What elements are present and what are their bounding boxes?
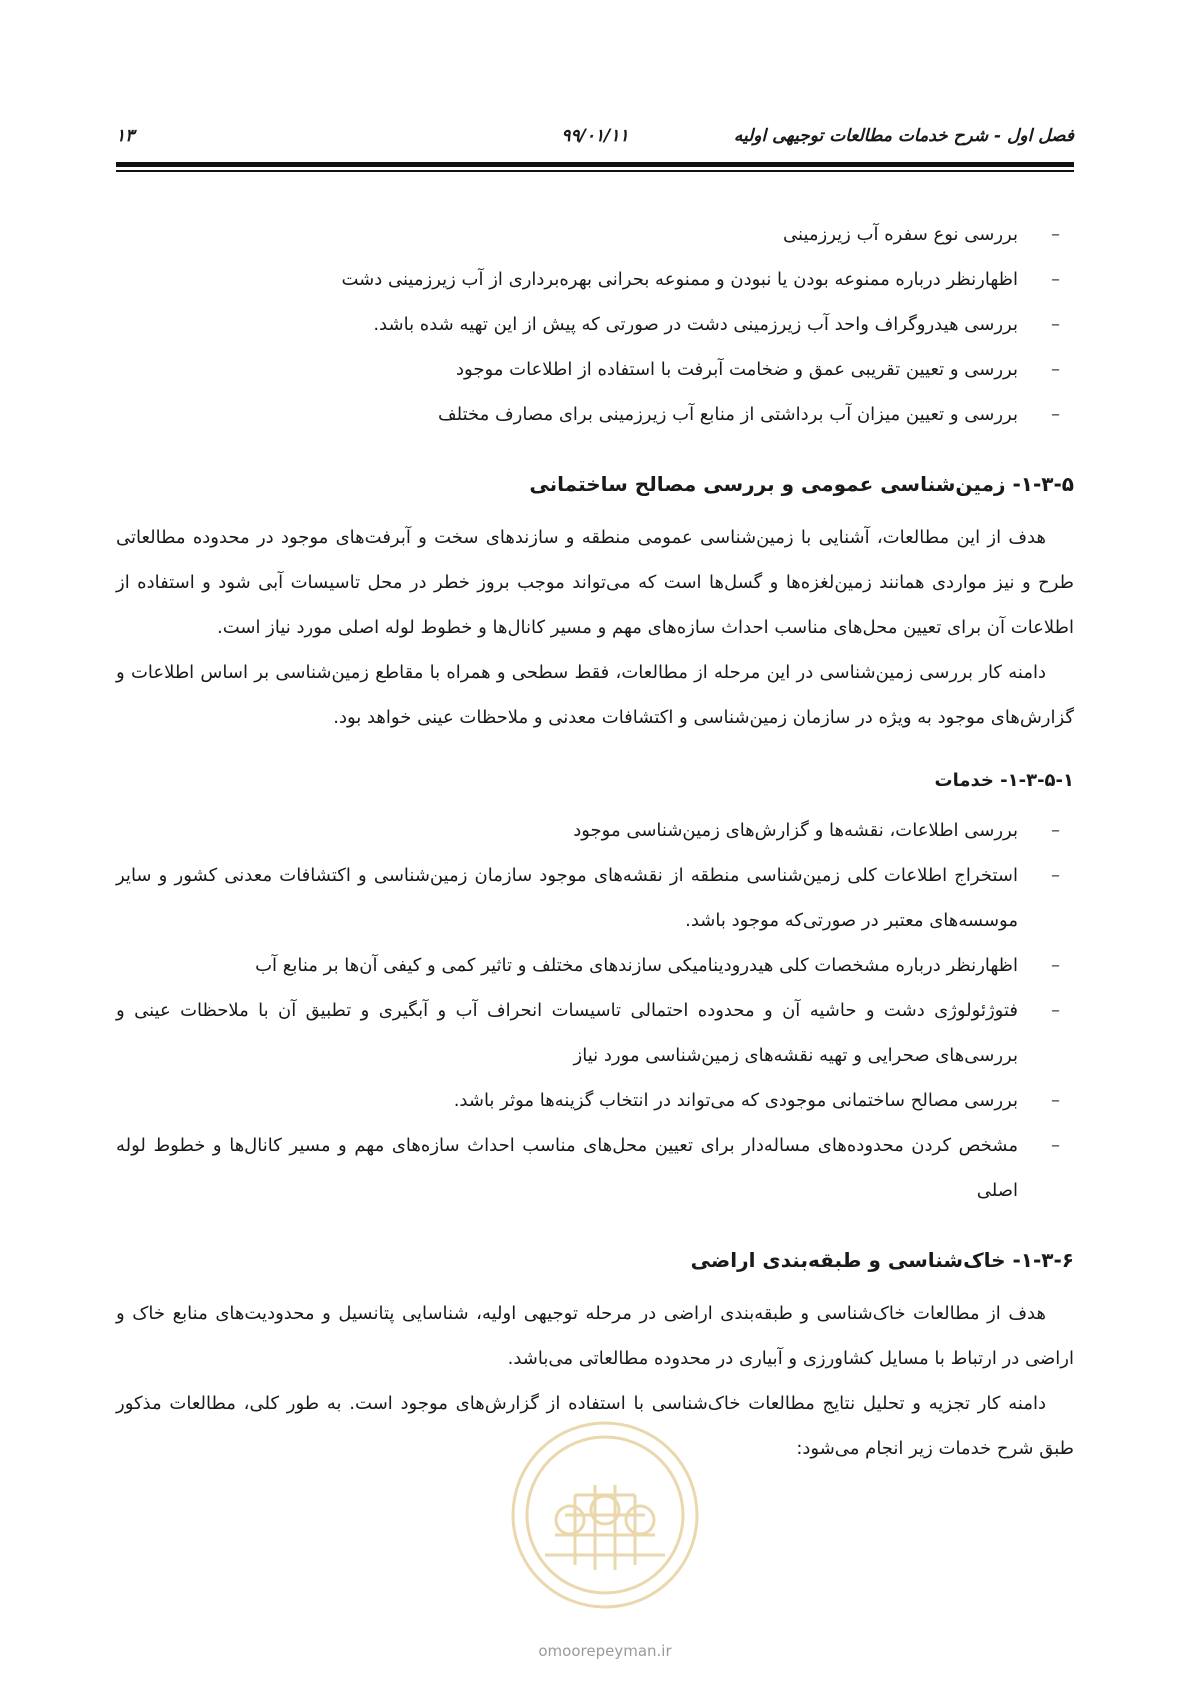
page-header <box>116 126 1074 152</box>
list-item-text: اظهارنظر درباره مشخصات کلی هیدرودینامیکی سازندهای مختلف و تاثیر کمی و کیفی آن‌ها بر منابع آب <box>255 955 1018 976</box>
header-rule-thin <box>116 170 1074 172</box>
list-item <box>116 1123 1074 1213</box>
paragraph: هدف از این مطالعات، آشنایی با زمین‌شناسی عمومی منطقه و سازندهای سخت و آبرفت‌های موجود در محدوده مطالعاتی طرح و نیز مواردی همانند زمین‌لغزه‌ها و گسل‌ها است که می‌تواند موجب بروز خطر در محل تاسیسات آبی شود و استفاده از اطلاعات آن برای تعیین محل‌های مناسب احداث سازه‌های مهم و مسیر کانال‌ها و خطوط لوله اصلی مورد نیاز است. <box>116 527 1074 638</box>
header-date: ۹۹/۰۱/۱۱ <box>561 126 629 146</box>
list-item-text: بررسی و تعیین تقریبی عمق و ضخامت آبرفت با استفاده از اطلاعات موجود <box>456 359 1018 380</box>
list-item-text: استخراج اطلاعات کلی زمین‌شناسی منطقه از نقشه‌های موجود سازمان زمین‌شناسی و اکتشافات معدنی کشور و سایر موسسه‌های معتبر در صورتی‌که موجود باشد. <box>116 865 1018 931</box>
list-item-text: مشخص کردن محدوده‌های مساله‌دار برای تعیین محل‌های مناسب احداث سازه‌های مهم و مسیر کانال‌ها و خطوط لوله اصلی <box>116 1135 1018 1201</box>
page-number: ۱۳ <box>116 126 135 146</box>
paragraph: هدف از مطالعات خاک‌شناسی و طبقه‌بندی اراضی در مرحله توجیهی اولیه، شناسایی پتانسیل و محدودیت‌های منابع خاک و اراضی در ارتباط با مسایل کشاورزی و آبیاری در محدوده مطالعاتی می‌باشد. <box>116 1303 1074 1369</box>
dash-icon: – <box>1051 1090 1060 1111</box>
list-item <box>116 302 1074 347</box>
groundwater-list <box>116 212 1074 437</box>
watermark-seal-icon <box>505 1415 705 1615</box>
section-heading-soil: ۱-۳-۶- خاک‌شناسی و طبقه‌بندی اراضی <box>690 1248 1074 1272</box>
list-item-text: بررسی نوع سفره آب زیرزمینی <box>783 224 1018 245</box>
services-list <box>116 808 1074 1213</box>
dash-icon: – <box>1051 1000 1060 1021</box>
section-heading-geology: ۱-۳-۵- زمین‌شناسی عمومی و بررسی مصالح ساختمانی <box>529 472 1074 496</box>
subsection-heading-services: ۱-۳-۵-۱- خدمات <box>934 770 1074 791</box>
list-item <box>116 943 1074 988</box>
dash-icon: – <box>1051 820 1060 841</box>
list-item <box>116 347 1074 392</box>
list-item <box>116 808 1074 853</box>
dash-icon: – <box>1051 955 1060 976</box>
list-item-text: بررسی اطلاعات، نقشه‌ها و گزارش‌های زمین‌شناسی موجود <box>573 820 1018 841</box>
dash-icon: – <box>1051 1135 1060 1156</box>
list-item <box>116 1078 1074 1123</box>
dash-icon: – <box>1051 359 1060 380</box>
paragraph: دامنه کار تجزیه و تحلیل نتایج مطالعات خاک‌شناسی با استفاده از گزارش‌های موجود است. به طور کلی، مطالعات مذکور طبق شرح خدمات زیر انجام می‌شود: <box>116 1393 1074 1459</box>
list-item <box>116 853 1074 943</box>
dash-icon: – <box>1051 865 1060 886</box>
list-item <box>116 392 1074 437</box>
paragraph: دامنه کار بررسی زمین‌شناسی در این مرحله از مطالعات، فقط سطحی و همراه با مقاطع زمین‌شناسی بر اساس اطلاعات و گزارش‌های موجود به ویژه در سازمان زمین‌شناسی و اکتشافات معدنی و ملاحظات عینی خواهد بود. <box>116 662 1074 728</box>
chapter-title: فصل اول - شرح خدمات مطالعات توجیهی اولیه <box>733 126 1074 146</box>
list-item-text: بررسی و تعیین میزان آب برداشتی از منابع آب زیرزمینی برای مصارف مختلف <box>438 404 1018 425</box>
list-item-text: بررسی مصالح ساختمانی موجودی که می‌تواند در انتخاب گزینه‌ها موثر باشد. <box>453 1090 1018 1111</box>
watermark-url: omoorepeyman.ir <box>538 1642 672 1660</box>
list-item <box>116 257 1074 302</box>
dash-icon: – <box>1051 224 1060 245</box>
header-rule-thick <box>116 162 1074 167</box>
dash-icon: – <box>1051 314 1060 335</box>
dash-icon: – <box>1051 269 1060 290</box>
page-content <box>116 212 1074 1471</box>
list-item <box>116 988 1074 1078</box>
list-item-text: اظهارنظر درباره ممنوعه بودن یا نبودن و ممنوعه بحرانی بهره‌برداری از آب زیرزمینی دشت <box>341 269 1018 290</box>
list-item-text: بررسی هیدروگراف واحد آب زیرزمینی دشت در صورتی که پیش از این تهیه شده باشد. <box>373 314 1018 335</box>
list-item-text: فتوژئولوژی دشت و حاشیه آن و محدوده احتمالی تاسیسات انحراف آب و آبگیری و تطبیق آن با ملاحظات عینی و بررسی‌های صحرایی و تهیه نقشه‌های زمین‌شناسی مورد نیاز <box>116 1000 1018 1066</box>
list-item <box>116 212 1074 257</box>
dash-icon: – <box>1051 404 1060 425</box>
